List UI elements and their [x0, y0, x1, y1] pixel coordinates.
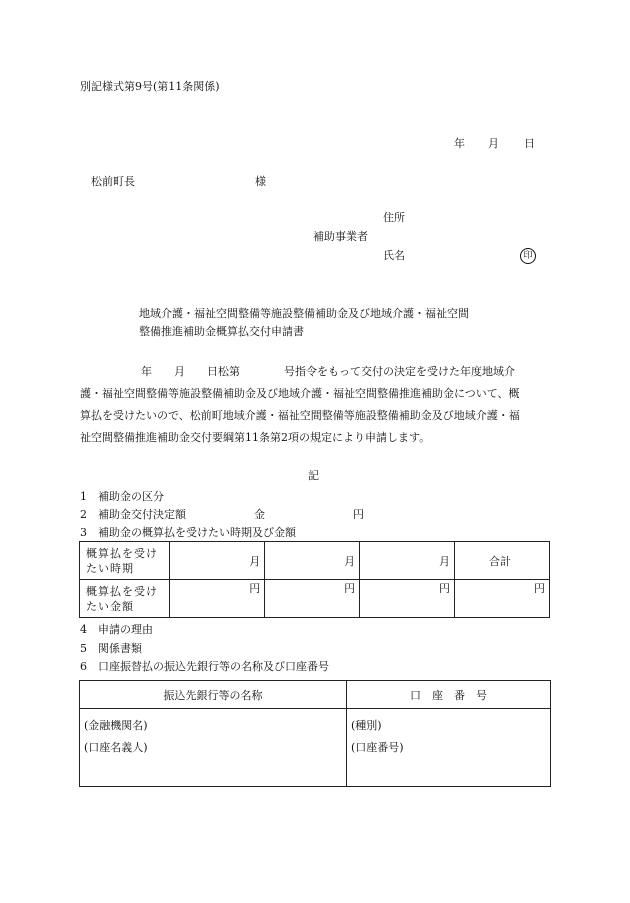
holder-label: (口座名義人) — [84, 741, 148, 754]
address-label: 住所 — [383, 211, 405, 224]
schedule-amount-label: 概算払を受けたい金額 — [80, 580, 170, 618]
date-day: 日 — [524, 137, 535, 150]
item-3: 3 補助金の概算払を受けたい時期及び金額 — [80, 526, 296, 539]
body-line-1: 年 月 日松第 号指令をもって交付の決定を受けた年度地域介 — [141, 365, 515, 378]
table-row — [80, 542, 550, 580]
name-label: 氏名 — [383, 249, 405, 262]
addressee-honorific: 様 — [255, 175, 266, 188]
item-2-kin: 金 — [254, 508, 265, 521]
bank-info-cell[interactable] — [80, 709, 347, 787]
institution-label: (金融機関名) — [84, 719, 148, 732]
period-cell[interactable]: 月 — [170, 542, 265, 580]
body-line-3: 算払を受けたいので、松前町地域介護・福祉空間整備等施設整備補助金及び地域介護・福 — [80, 409, 520, 422]
account-number-label: (口座番号) — [351, 741, 404, 754]
table-row — [80, 681, 551, 709]
type-label: (種別) — [351, 719, 382, 732]
addressee-name: 松前町長 — [91, 175, 135, 188]
schedule-period-label: 概算払を受けたい時期 — [80, 542, 170, 580]
bank-table — [79, 680, 551, 787]
amount-cell[interactable]: 円 — [265, 580, 360, 618]
form-id: 別記様式第9号(第11条関係) — [80, 80, 220, 93]
title-line-1: 地域介護・福祉空間整備等施設整備補助金及び地域介護・福祉空間 — [139, 307, 469, 320]
body-line-4: 祉空間整備推進補助金交付要綱第11条第2項の規定により申請します。 — [80, 431, 431, 444]
account-number-header: 口 座 番 号 — [347, 681, 551, 709]
item-6: 6 口座振替払の振込先銀行等の名称及び口座番号 — [80, 660, 329, 673]
amount-cell[interactable]: 円 — [360, 580, 455, 618]
seal-mark: 印 — [520, 248, 536, 264]
item-5: 5 関係書類 — [80, 642, 142, 655]
total-amount-cell[interactable]: 円 — [455, 580, 550, 618]
period-cell[interactable]: 月 — [265, 542, 360, 580]
item-2-yen: 円 — [353, 508, 364, 521]
account-info-cell[interactable] — [347, 709, 551, 787]
table-row — [80, 709, 551, 787]
item-4: 4 申請の理由 — [80, 623, 153, 636]
ki-heading: 記 — [308, 469, 319, 482]
date-year: 年 — [454, 137, 465, 150]
item-2: 2 補助金交付決定額 — [80, 508, 186, 521]
bank-name-header: 振込先銀行等の名称 — [80, 681, 347, 709]
schedule-table — [79, 541, 550, 618]
table-row — [80, 580, 550, 618]
period-cell[interactable]: 月 — [360, 542, 455, 580]
body-line-2: 護・福祉空間整備等施設整備補助金及び地域介護・福祉空間整備推進補助金について、概 — [80, 387, 520, 400]
date-month: 月 — [488, 137, 499, 150]
applicant-role: 補助事業者 — [313, 230, 368, 243]
amount-cell[interactable]: 円 — [170, 580, 265, 618]
item-1: 1 補助金の区分 — [80, 490, 164, 503]
title-line-2: 整備推進補助金概算払交付申請書 — [139, 325, 304, 338]
total-header: 合計 — [455, 542, 550, 580]
